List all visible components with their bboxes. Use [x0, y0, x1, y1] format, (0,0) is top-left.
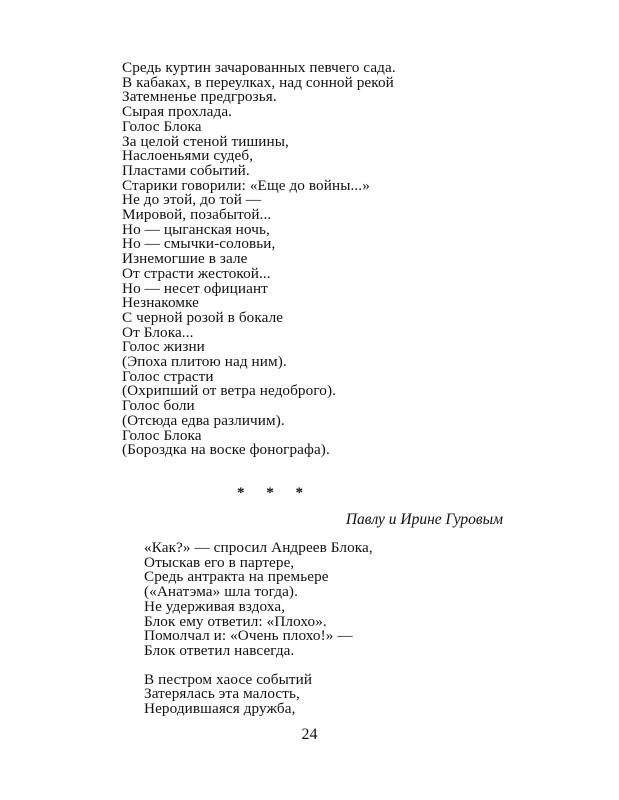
- poem-line: От Блока...: [122, 323, 194, 341]
- poem-line: От страсти жестокой...: [122, 264, 271, 282]
- poem-line: Мировой, позабытой...: [122, 206, 272, 224]
- poem-line: Блок ответил навсегда.: [144, 641, 295, 659]
- poem-line: Старики говорили: «Еще до войны...»: [122, 176, 370, 194]
- poem-line: Незнакомке: [122, 294, 200, 312]
- poem-line: Голос страсти: [122, 367, 214, 385]
- section-separator: * * *: [237, 485, 312, 501]
- poem-line: Но — несет официант: [122, 279, 268, 297]
- poem-line: (Отсюда едва различим).: [122, 411, 285, 429]
- poem-line: Пластами событий.: [122, 161, 250, 179]
- poem-line: (Бороздка на воске фонографа).: [122, 441, 330, 459]
- poem-one: [122, 61, 542, 458]
- poem-line: Средь антракта на премьере: [144, 568, 329, 586]
- poem-line: С черной розой в бокале: [122, 308, 284, 326]
- poem-line: Помолчал и: «Очень плохо!» —: [144, 627, 353, 645]
- poem-line: Не до этой, до той —: [122, 191, 262, 209]
- poem-line: Блок ему ответил: «Плохо».: [144, 612, 327, 630]
- poem-line: Но — цыганская ночь,: [122, 220, 270, 238]
- poem-line: Средь куртин зачарованных певчего сада.: [122, 59, 396, 76]
- poem-line: («Анатэма» шла тогда).: [144, 583, 298, 601]
- poem-line: Но — смычки-соловьи,: [122, 235, 276, 253]
- poem-line: Сырая прохлада.: [122, 103, 233, 121]
- poem-line: (Охрипший от ветра недоброго).: [122, 382, 337, 400]
- poem-line: В пестром хаосе событий: [144, 670, 313, 688]
- poem-line: Голос Блока: [122, 426, 202, 444]
- poem-line: Затерялась эта малость,: [144, 685, 300, 703]
- poem-line: Неродившаяся дружба,: [144, 700, 296, 718]
- dedication: Павлу и Ирине Гуровым: [345, 511, 503, 528]
- poem-line: Голос боли: [122, 397, 195, 415]
- poem-line: Наслоеньями судеб,: [122, 147, 254, 165]
- poem-line: (Эпоха плитою над ним).: [122, 353, 287, 371]
- poem-line: Голос Блока: [122, 117, 202, 135]
- poem-line: Изнемогшие в зале: [122, 250, 248, 268]
- poem-line: За целой стеной тишины,: [122, 132, 289, 150]
- poem-line: Отыскав его в партере,: [144, 553, 295, 571]
- poem-two: [144, 541, 544, 717]
- poem-line: В кабаках, в переулках, над сонной рекой: [122, 73, 394, 91]
- poem-line: Не удерживая вздоха,: [144, 597, 286, 615]
- page-number: 24: [301, 726, 318, 743]
- poem-line: Голос жизни: [122, 338, 205, 356]
- poem-line: «Как?» — спросил Андреев Блока,: [144, 539, 373, 556]
- poem-line: Затемненье предгрозья.: [122, 88, 277, 106]
